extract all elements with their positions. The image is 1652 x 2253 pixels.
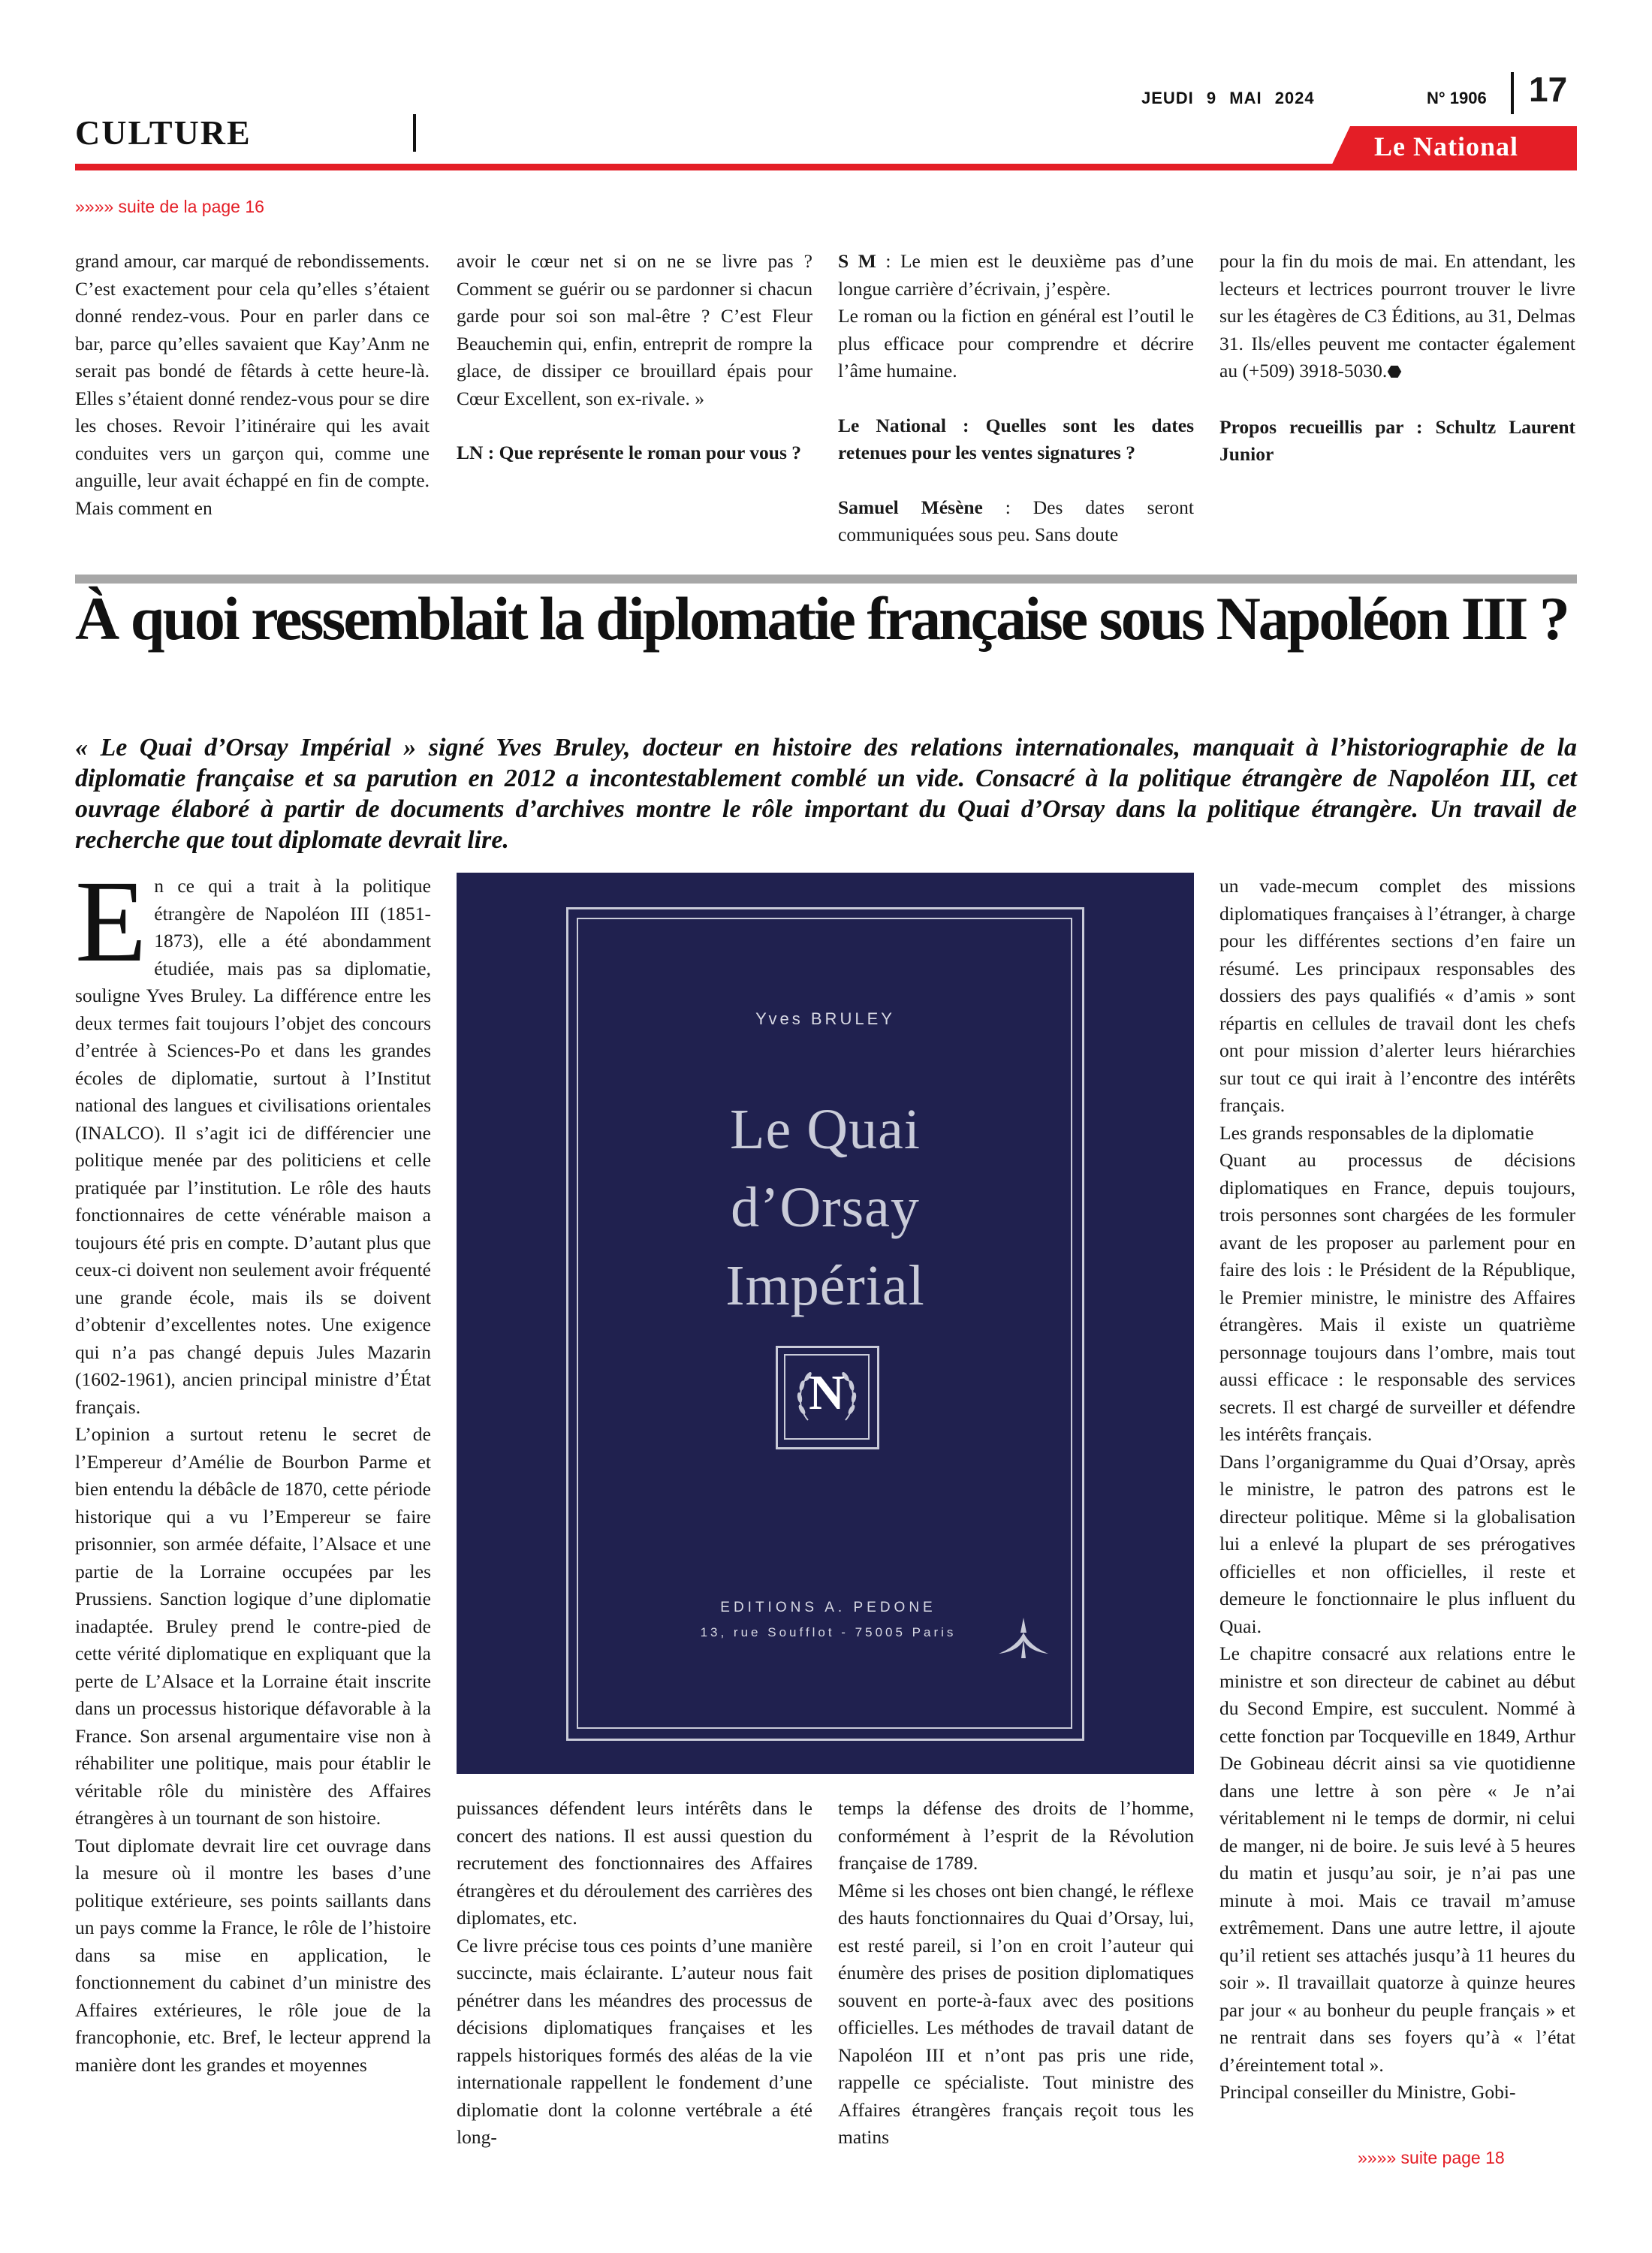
page-number-divider bbox=[1511, 72, 1514, 114]
continuation-column-3 bbox=[838, 248, 1194, 549]
article-column-2 bbox=[457, 1795, 812, 2152]
article-column-4 bbox=[1219, 873, 1575, 2107]
paragraph: avoir le cœur net si on ne se livre pas ? Comment se guérir ou se pardonner si chacun garde pour soi son mal-être ? C’est Fleur Beauchemin qui, enfin, entreprit de rompre la glace, de dissiper ce brouillard épais pour Cœur Excellent, son ex-rivale. » bbox=[457, 250, 812, 409]
paragraph: n ce qui a trait à la politique étrangère de Napoléon III (1851-1873), elle a été abondamment étudiée, mais pas sa diplomatie, souligne Yves Bruley. La différence entre les deux termes fait toujours l’objet des concours d’entrée à Sciences-Po et dans les grandes écoles de diplomatie, surtout à l’Institut national des langues et civilisations orientales (INALCO). Il s’agit ici de différencier une politique menée par des politiciens et celle pratiquée par l’institution. Le rôle des hauts fonctionnaires de cette vénérable maison a toujours été pris en compte. D’autant plus que ceux-ci doivent non seulement avoir fréquenté une grande école, mais ils se doivent d’obtenir d’excellentes notes. Une exigence qui n’a pas changé depuis Jules Mazarin (1602-1961), ancien principal ministre d’État français. bbox=[75, 875, 431, 1418]
article-standfirst: « Le Quai d’Orsay Impérial » signé Yves Bruley, docteur en histoire des relations internationales, manquait à l’historiographie de la diplomatie française et sa parution en 2012 a incontestablement comblé un vide. Consacré à la politique étrangère de Napoléon III, cet ouvrage élaboré à partir de documents d’archives montre le rôle important du Quai d’Orsay dans la politique étrangère. Un travail de recherche que tout diplomate devrait lire. bbox=[75, 734, 1577, 854]
interview-credit: Propos recueillis par : Schultz Laurent Junior bbox=[1219, 415, 1575, 465]
cover-publisher-address: 13, rue Soufflot - 75005 Paris bbox=[700, 1625, 957, 1639]
article-column-3 bbox=[838, 1795, 1194, 2152]
paragraph: Tout diplomate devrait lire cet ouvrage dans la mesure où il montre les bases d’une politique extérieure, ses points saillants dans un pays comme la France, le rôle de l’histoire dans sa mise en application, le fonctionnement du cabinet d’un ministre des Affaires extérieures, le rôle joue de la francophonie, etc. Bref, le lecteur apprend la manière dont les grandes et moyennes bbox=[75, 1834, 431, 2076]
continued-to-link[interactable]: »»»» suite page 18 bbox=[1358, 2148, 1505, 2167]
continuation-column-4 bbox=[1219, 248, 1575, 469]
interview-answer: Samuel Mésène : Des dates seront communiquées sous peu. Sans doute bbox=[838, 496, 1194, 545]
paragraph: Le roman ou la fiction en général est l’outil le plus efficace pour comprendre et décrire l’âme humaine. bbox=[838, 305, 1194, 382]
article-divider bbox=[75, 575, 1577, 584]
paragraph: Principal conseiller du Ministre, Gobi- bbox=[1219, 2081, 1516, 2103]
paragraph: temps la défense des droits de l’homme, conformément à l’esprit de la Révolution française de 1789. bbox=[838, 1797, 1194, 1874]
cover-title-line: Le Quai bbox=[730, 1098, 921, 1161]
emblem-letter: N bbox=[809, 1365, 845, 1420]
interview-answer: S M : Le mien est le deuxième pas d’une longue carrière d’écrivain, j’espère. bbox=[838, 250, 1195, 300]
paragraph: un vade-mecum complet des missions diplomatiques françaises à l’étranger, à charge pour les différentes sections d’en faire un résumé. Les principaux responsables des dossiers des pays qualifiés « d’amis » sont répartis en cellules de travail dont les chefs ont pour mission d’alerter leurs hiérarchies sur tout ce qui irait à l’encontre des intérêts français. bbox=[1219, 875, 1575, 1116]
speaker-initials: S M bbox=[838, 250, 876, 272]
paragraph: L’opinion a surtout retenu le secret de l’Empereur d’Amélie de Bourbon Parme et bien entendu la débâcle de 1870, cette période historique qui a vu l’Empereur se faire prisonnier, son armée défaite, l’Alsace et une partie de la Lorraine occupées par les Prussiens. Sanction logique d’une diplomatie inadaptée. Bruley prend le contre-pied de cette vérité diplomatique en expliquant que la perte de L’Alsace et la Lorraine était inscrite dans un processus historique défavorable à la France. Son arsenal argumentaire vise non à réhabiliter une politique, mais pour établir le véritable rôle du ministère des Affaires étrangères à un tournant de son histoire. bbox=[75, 1423, 431, 1829]
paragraph: pour la fin du mois de mai. En attendant, les lecteurs et lectrices pourront trouver le livre sur les étagères de C3 Éditions, au 31, Delmas 31. Ils/elles peuvent me contacter également au (+509) 3918-5030.⬣ bbox=[1219, 250, 1575, 382]
cover-publisher: EDITIONS A. PEDONE bbox=[720, 1600, 936, 1615]
issue-date: JEUDI 9 MAI 2024 bbox=[1141, 89, 1315, 107]
interview-question: LN : Que représente le roman pour vous ? bbox=[457, 442, 801, 463]
subheading: Les grands responsables de la diplomatie bbox=[1219, 1121, 1534, 1144]
paragraph: Même si les choses ont bien changé, le réflexe des hauts fonctionnaires du Quai d’Orsay, lui, est resté pareil, si l’on en croit l’auteur qui énumère des prises de position diplomatiques souvent en porte-à-faux avec des positions officielles. Les méthodes de travail datant de Napoléon III et n’ont pas pris une ride, rappelle ce spécialiste. Tout ministre des Affaires étrangères français reçoit tous les matins bbox=[838, 1879, 1194, 2148]
paragraph: Le chapitre consacré aux relations entre le ministre et son directeur de cabinet au début du Second Empire, est succulent. Nommé à cette fonction par Tocqueville en 1849, Arthur De Gobineau décrit ainsi sa vie quotidienne dans une lettre à son père « Je n’ai véritablement ni le temps de dormir, ni celui de manger, ni de boire. Je suis levé à 5 heures du matin et jusqu’au soir, je n’ai pas une minute à moi. Mais ce travail m’amuse extrêmement. Dans une autre lettre, il ajoute qu’il retient ses attachés jusqu’à 11 heures du soir ». Il travaillait quatorze à quinze heures par jour « au bonheur du peuple français » et ne rentrait dans ses foyers qu’à « l’état d’éreintement total ». bbox=[1219, 1642, 1575, 2076]
continuation-column-2 bbox=[457, 248, 812, 467]
paragraph: grand amour, car marqué de rebondissements. C’est exactement pour cela qu’elles s’étaient donné rendez-vous. Pour en parler dans ce bar, parce qu’elles savaient que Kay’Anm ne serait pas bondé de fêtards à cette heure-là. Elles s’étaient donné rendez-vous pour se dire les choses. Revoir l’itinéraire qui les avait conduites vers un garçon qui, comme une anguille, leur avait échappé en fin de compte. Mais comment en bbox=[75, 250, 430, 519]
newspaper-brand: Le National bbox=[1374, 131, 1519, 161]
article-column-1 bbox=[75, 856, 431, 2079]
drop-cap: E bbox=[75, 856, 147, 986]
cover-title-line: d’Orsay bbox=[731, 1176, 920, 1239]
section-divider bbox=[413, 114, 416, 152]
paragraph: Ce livre précise tous ces points d’une manière succincte, mais éclairante. L’auteur nous fait pénétrer dans les méandres des processus de décisions diplomatiques françaises et les rappels historiques formés des aléas de la vie internationale rappellent le fondement d’une diplomatie dont la colonne vertébrale a été long- bbox=[457, 1934, 812, 2148]
end-mark-icon: ⬣ bbox=[1387, 363, 1402, 382]
interview-question: Le National : Quelles sont les dates retenues pour les ventes signatures ? bbox=[838, 414, 1194, 463]
speaker-name: Samuel Mésène bbox=[838, 496, 983, 518]
continued-from-link[interactable]: »»»» suite de la page 16 bbox=[75, 197, 264, 216]
cover-author: Yves BRULEY bbox=[755, 1009, 895, 1028]
continuation-column-1 bbox=[75, 248, 430, 522]
emblem-inner-frame bbox=[784, 1354, 870, 1440]
section-label: CULTURE bbox=[75, 113, 252, 152]
page-number: 17 bbox=[1529, 70, 1568, 109]
paragraph: Quant au processus de décisions diplomatiques en France, depuis toujours, trois personnes sont chargées de les formuler avant de les proposer au parlement pour en faire des lois : le Président de la République, le Premier ministre, le ministre des Affaires étrangères. Mais il existe un quatrième personnage toujours dans l’ombre, mais tout aussi efficace : le responsable des services secrets. Il est chargé de surveiller et défendre les intérêts français. bbox=[1219, 1149, 1575, 1445]
fleur-ornament-icon bbox=[997, 1616, 1050, 1661]
article-headline: À quoi ressemblait la diplomatie française sous Napoléon III ? bbox=[75, 584, 1568, 653]
paragraph: Dans l’organigramme du Quai d’Orsay, après le ministre, le patron des patrons est le directeur politique. Même si la globalisation lui a enlevé la plupart de ses prérogatives officielles et non officielles, il reste et demeure le fonctionnaire le plus influent du Quai. bbox=[1219, 1450, 1575, 1637]
cover-title-line: Impérial bbox=[725, 1254, 925, 1317]
book-cover-image bbox=[457, 873, 1194, 1774]
imperial-emblem bbox=[776, 1346, 879, 1449]
cover-title bbox=[457, 1090, 1194, 1325]
paragraph: puissances défendent leurs intérêts dans le concert des nations. Il est aussi question du recrutement des fonctionnaires des Affaires étrangères et du déroulement des carrières des diplomates, etc. bbox=[457, 1797, 812, 1929]
issue-number: N° 1906 bbox=[1427, 89, 1487, 107]
